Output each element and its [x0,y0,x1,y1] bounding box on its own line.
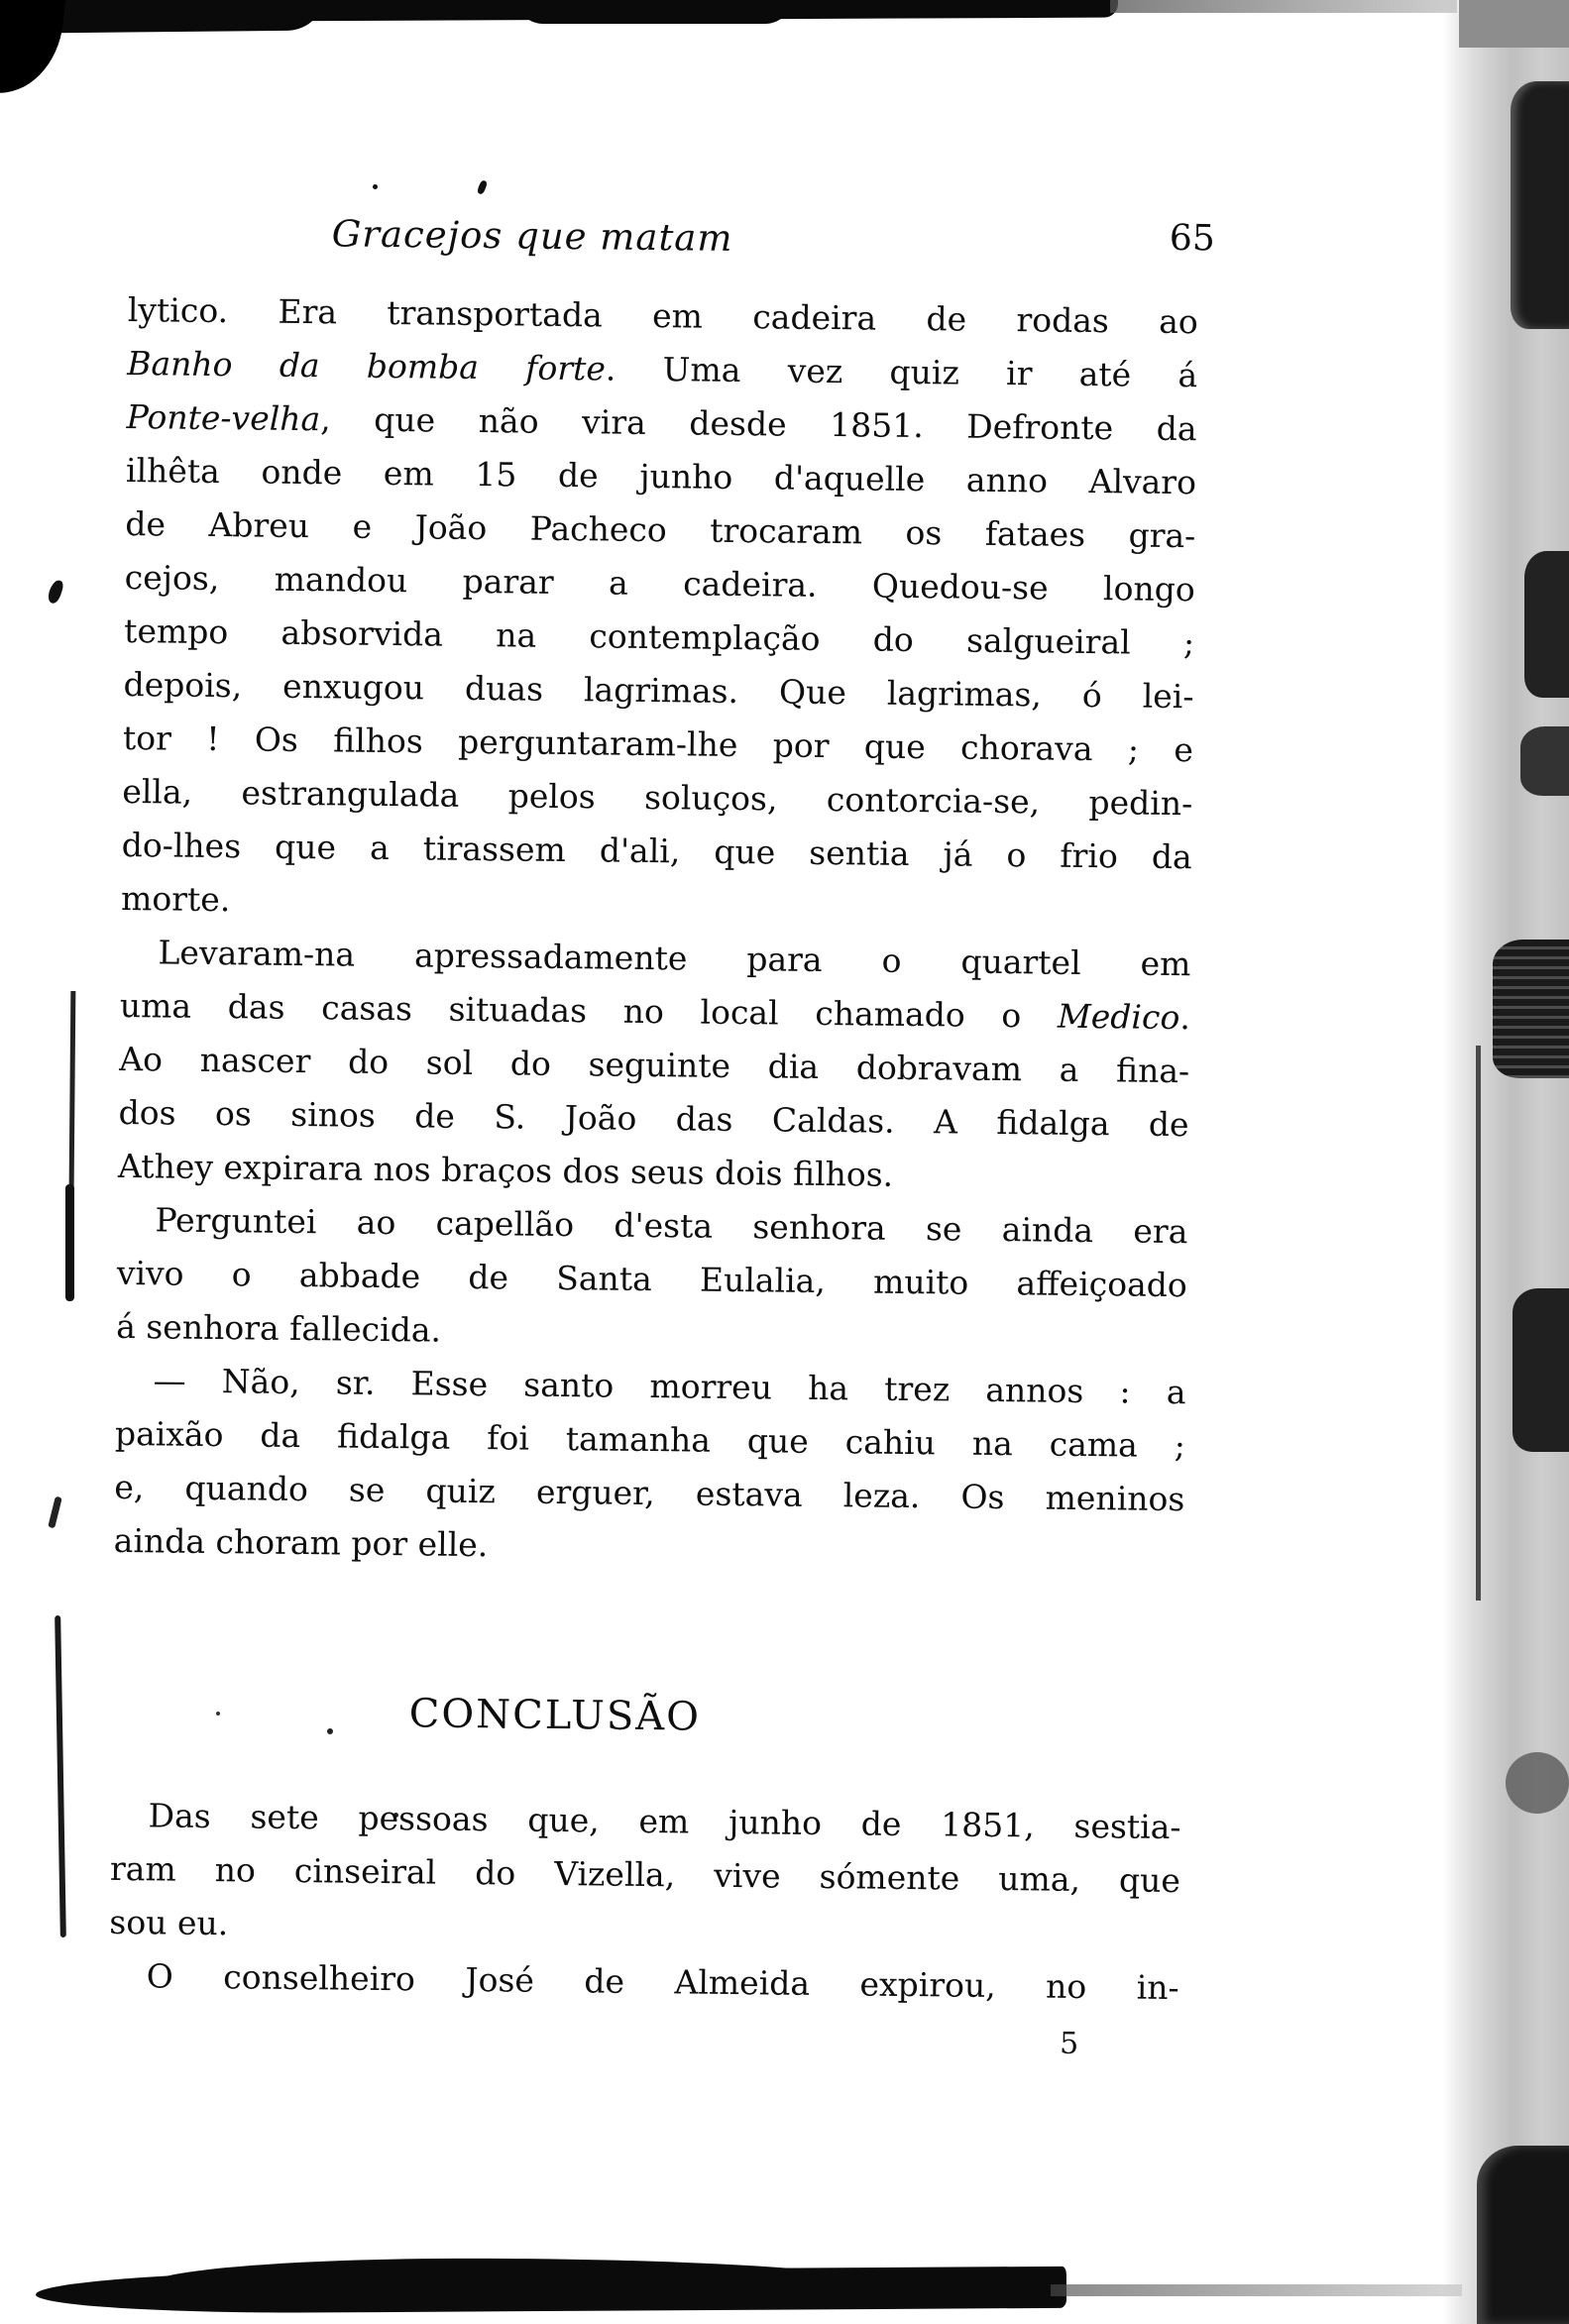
running-head [128,210,1218,272]
text-segment: Levaram-na apressadamente para o quartel em [158,933,1191,984]
scan-artifact-page-edge-strip [1443,0,1569,2324]
scan-artifact-margin-mark [47,579,65,606]
text-segment: depois, enxugou duas lagrimas. Que lagrimas, ó lei- [123,664,1194,717]
text-segment: de Abreu e João Pacheco trocaram os fataes gra- [125,503,1196,556]
text-segment: tor ! Os filhos perguntaram-lhe por que chorava ; e [122,718,1194,770]
scan-artifact-bottom-gray-tail [1051,2284,1462,2296]
text-segment: vivo o abbade de Santa Eulalia, muito affeiçoado [116,1253,1187,1305]
text-segment: e, quando se quiz erguer, estava leza. Os meninos [114,1467,1185,1519]
scan-artifact-edge-blob [1477,2146,1569,2324]
italic-text-segment: Ponte-velha [126,396,321,439]
text-segment: tempo absorvida na contemplação do salgueiral ; [123,610,1195,663]
body-text [108,283,1198,2015]
scan-artifact-edge-line [1476,1046,1481,1601]
text-segment: morte. [120,878,231,920]
scan-artifact-top-gray-tail [1110,0,1457,13]
paragraph [121,283,1198,938]
scan-artifact-top-bar-lump [515,0,793,24]
scan-artifact-edge-blob [1493,940,1569,1078]
scan-artifact-edge-blob [1520,726,1569,796]
text-line [108,1949,1179,2015]
text-segment: paixão da fidalga foi tamanha que cahiu na cama ; [114,1413,1186,1466]
text-segment: uma das casas situadas no local chamado o [119,985,1059,1036]
text-segment: ainda choram por elle. [113,1520,489,1565]
scan-artifact-margin-tick [48,1496,62,1529]
italic-text-segment: Medico [1057,996,1180,1038]
page-text-block [108,210,1218,2061]
text-segment: do-lhes que a tirassem d'ali, que sentia já o frio da [121,825,1192,877]
text-segment: Perguntei ao capellão d'esta senhora se ainda era [155,1200,1188,1252]
scan-artifact-edge-blob [1513,1288,1569,1452]
paragraph [109,1789,1181,1961]
scan-artifact-top-right-corner [1459,0,1569,48]
text-segment: á senhora fallecida. [115,1306,442,1350]
scan-artifact-top-left-curl [0,0,67,99]
paragraph [116,1193,1188,1366]
signature-mark: 5 [1059,2026,1079,2061]
text-segment: ram no cinseiral do Vizella, vive sómente uma, que [109,1848,1181,1901]
scan-artifact-edge-blob [1506,1752,1569,1814]
text-segment: cejos, mandou parar a cadeira. Quedou-se longo [124,557,1195,609]
scan-artifact-speck [477,179,489,195]
section-heading: CONCLUSÃO [408,1691,702,1740]
scan-artifact-edge-blob [1511,81,1569,329]
text-segment: Ao nascer do sol do seguinte dia dobravam a fina- [119,1039,1190,1091]
text-segment: , que não vira desde 1851. Defronte da [319,399,1197,449]
scan-artifact-speck [373,184,378,189]
running-head-title: Gracejos que matam [331,212,733,260]
scan-artifact-margin-line [65,1184,74,1301]
scan-artifact-top-bar-lump [28,0,325,34]
text-segment: lytico. Era transportada em cadeira de rodas ao [127,289,1199,342]
text-segment: O conselheiro José de Almeida expirou, no in- [146,1956,1179,2008]
text-segment: Athey expirara nos braços dos seus dois filhos. [117,1146,894,1194]
paragraph [118,926,1191,1205]
scan-artifact-edge-blob [1524,551,1569,698]
text-segment: dos os sinos de S. João das Caldas. A fidalga de [118,1092,1189,1145]
page-number: 65 [1169,217,1215,260]
paragraph [108,1949,1179,2015]
text-segment: . [1179,998,1191,1038]
text-segment: ilhêta onde em 15 de junho d'aquelle anno Alvaro [125,450,1197,502]
text-segment: sou eu. [109,1902,229,1943]
text-segment: — Não, sr. Esse santo morreu ha trez annos : a [153,1361,1186,1412]
paragraph [113,1354,1185,1580]
scan-artifact-bottom-bar-wave [149,2258,902,2288]
scan-artifact-margin-line [55,1615,66,1937]
text-segment: Das sete pessoas que, em junho de 1851, sestia- [148,1796,1181,1847]
text-segment: . Uma vez quiz ir até á [605,349,1198,395]
text-segment: ella, estrangulada pelos soluços, contorcia-se, pedin- [122,771,1193,824]
italic-text-segment: Banho da bomba forte [127,343,607,388]
